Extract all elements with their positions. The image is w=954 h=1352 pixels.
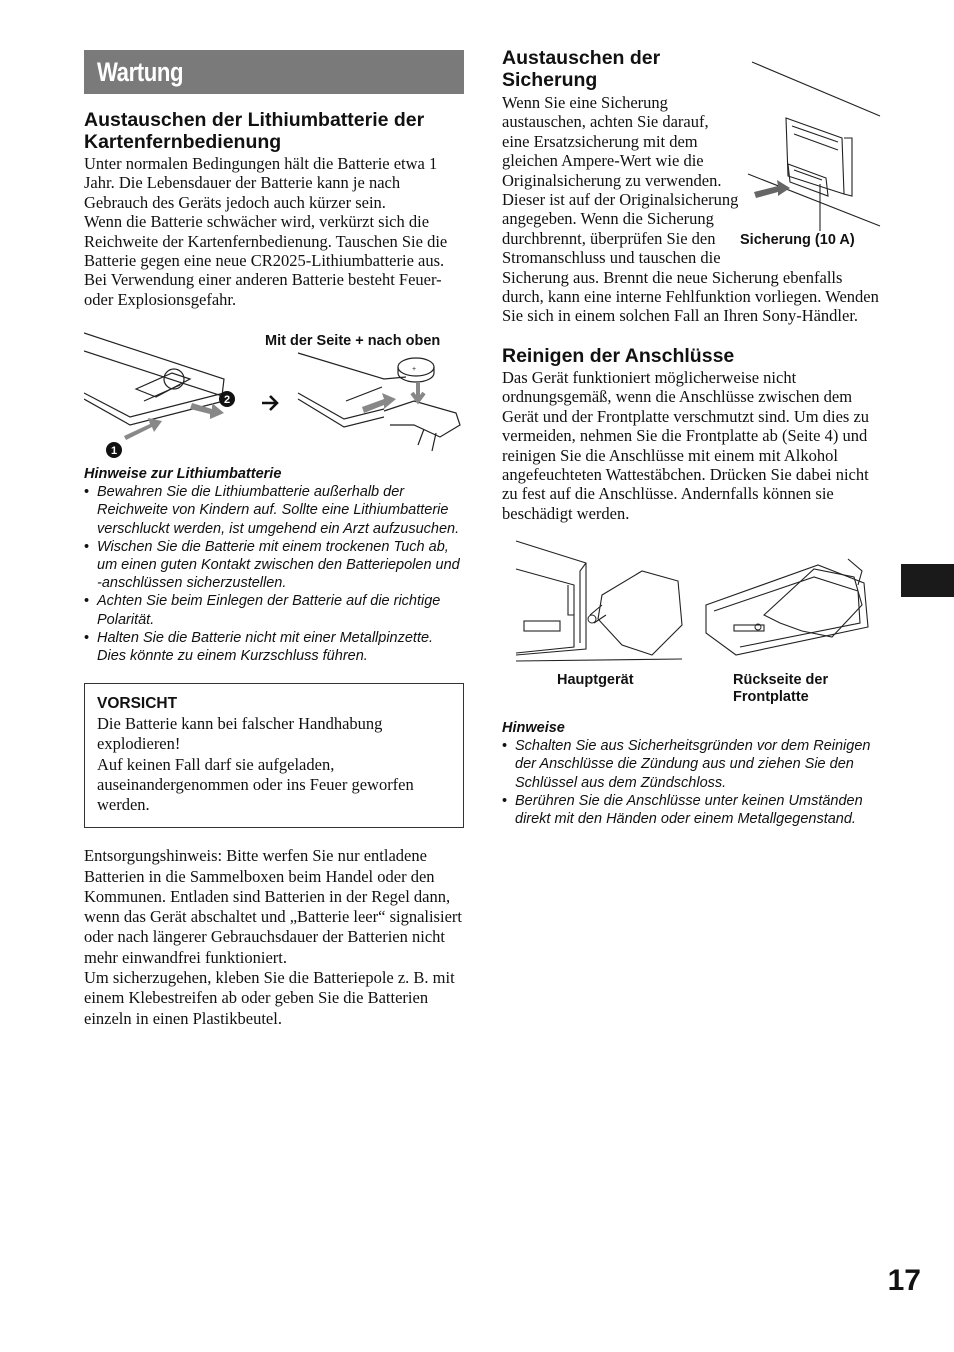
fuse-illustration: [744, 46, 884, 231]
fuse-figure: [740, 46, 884, 258]
cleaning-heading: Reinigen der Anschlüsse: [502, 344, 735, 367]
caution-box: [84, 683, 464, 828]
list-item: • Halten Sie die Batterie nicht mit einer Metallpinzette. Dies könnte zu einem Kurzschluss führen.: [84, 629, 464, 665]
list-item: • Achten Sie beim Einlegen der Batterie auf die richtige Polarität.: [84, 592, 464, 628]
svg-text:+: +: [411, 366, 417, 374]
fuse-para: Wenn Sie eine Sicherung austauschen, achten Sie darauf, eine Ersatzsicherung mit dem gleichen Ampere-Wert wie die Originalsicherung zu verwenden. Dieser ist auf der Originalsicherung angegeben. Wenn die Sicherung durchbrennt, überprüfen Sie den Stromanschluss und tauschen die Sicherung aus. Brennt die neue Sicherung ebenfalls durch, kann eine interne Fehlfunktion vorliegen. Wenden Sie sich in einem solchen Fall an Ihren Sony-Händler.: [502, 93, 879, 326]
left-column: [84, 50, 464, 1029]
disposal-notice: [84, 846, 464, 1029]
battery-heading: Austauschen der Lithiumbatterie der Kartenfernbedienung: [84, 109, 425, 153]
disposal-para-1: Entsorgungshinweis: Bitte werfen Sie nur entladene Batterien in die Sammelboxen beim Handel oder den Kommunen. Entladen sind Batterien in der Regel dann, wenn das Gerät abschaltet und „Batterie leer“ signalisiert oder nach längerer Gebrauchsdauer der Batterien nicht mehr einwandfrei funktioniert.: [84, 846, 462, 967]
step-1-number: 1: [110, 445, 118, 458]
right-column: [502, 46, 882, 828]
battery-figure-label: Mit der Seite + nach oben: [265, 333, 441, 350]
arrow-right-icon: [262, 396, 277, 410]
list-item: • Wischen Sie die Batterie mit einem trockenen Tuch ab, um einen guten Kontakt zwischen den Batteriepolen und -anschlüssen sicherzustellen.: [84, 538, 464, 593]
main-unit-label: Hauptgerät: [557, 672, 634, 689]
step-2-number: 2: [223, 394, 231, 407]
battery-notes-list: [84, 483, 464, 665]
page-number: 17: [887, 1264, 921, 1297]
caution-line-1: Die Batterie kann bei falscher Handhabung explodieren!: [97, 714, 383, 754]
list-item: • Bewahren Sie die Lithiumbatterie außerhalb der Reichweite von Kindern auf. Sollte eine Lithiumbatterie verschluckt werden, ist umgehend ein Arzt aufzusuchen.: [84, 483, 464, 538]
list-item: • Schalten Sie aus Sicherheitsgründen vor dem Reinigen der Anschlüsse die Zündung aus und ziehen Sie den Schlüssel aus dem Zündschloss.: [502, 737, 882, 792]
section-banner: [84, 50, 464, 94]
front-panel-back-label-line-1: Rückseite der: [733, 672, 829, 689]
cleaning-notes-list: [502, 737, 882, 828]
fuse-label: Sicherung (10 A): [740, 232, 855, 248]
disposal-para-2: Um sicherzugehen, kleben Sie die Batteriepole z. B. mit einem Klebestreifen ab oder geben Sie die Batterien einzeln in einen Plastikbeutel.: [84, 968, 455, 1028]
front-panel-back-label: [733, 672, 828, 706]
cleaning-para: Das Gerät funktioniert möglicherweise nicht ordnungsgemäß, wenn die Anschlüsse zwischen dem Gerät und der Frontplatte verschmutzt sind. Um dies zu vermeiden, nehmen Sie die Frontplatte ab (Seite 4) und reinigen Sie die Anschlüsse mit einem mit Alkohol angefeuchteten Wattestäbchen. Drücken Sie dabei nicht zu fest auf die Anschlüsse. Andernfalls können sie beschädigt werden.: [502, 367, 870, 523]
chapter-tab: [901, 564, 954, 597]
cleaning-figure: [502, 535, 882, 725]
battery-figure: [84, 321, 464, 479]
cleaning-illustration: [502, 535, 882, 675]
battery-para-2: Wenn die Batterie schwächer wird, verkürzt sich die Reichweite der Kartenfernbedienung. Tauschen Sie die Batterie gegen eine neue CR2025-Lithiumbatterie aus. Bei Verwendung einer anderen Batterie besteht Feuer- oder Explosionsgefahr.: [84, 212, 448, 309]
caution-line-2: Auf keinen Fall darf sie aufgeladen, auseinandergenommen oder ins Feuer geworfen werden.: [97, 754, 414, 815]
cleaning-notes-title: Hinweise: [502, 720, 565, 737]
battery-para-1: Unter normalen Bedingungen hält die Batterie etwa 1 Jahr. Die Lebensdauer der Batterie kann je nach Gebrauch des Geräts jedoch auch kürzer sein.: [84, 154, 438, 212]
battery-notes-title: Hinweise zur Lithiumbatterie: [84, 466, 282, 483]
front-panel-back-label-line-2: Frontplatte: [733, 689, 809, 706]
fuse-heading: Austauschen der Sicherung: [502, 47, 661, 91]
section-title: Wartung: [97, 57, 184, 87]
caution-heading: VORSICHT: [97, 695, 178, 713]
list-item: • Berühren Sie die Anschlüsse unter keinen Umständen direkt mit den Händen oder einem Metallgegenstand.: [502, 792, 882, 828]
